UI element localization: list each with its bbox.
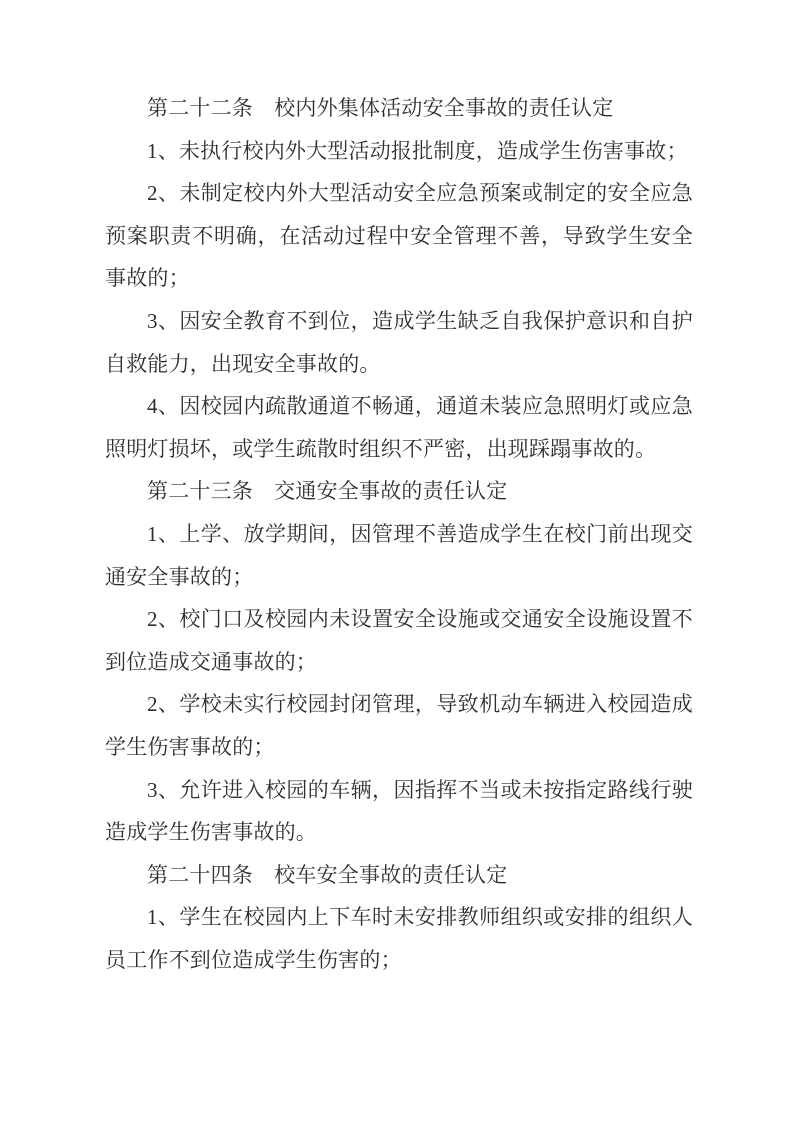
article-22-item-2: 2、未制定校内外大型活动安全应急预案或制定的安全应急预案职责不明确，在活动过程中安全管理不善，导致学生安全事故的； — [105, 181, 693, 291]
article-24-item-1: 1、学生在校园内上下车时未安排教师组织或安排的组织人员工作不到位造成学生伤害的； — [105, 905, 693, 972]
article-23-heading: 第二十三条 交通安全事故的责任认定 — [147, 479, 508, 504]
article-24-heading: 第二十四条 校车安全事故的责任认定 — [147, 862, 508, 887]
article-22-item-3: 3、因安全教育不到位，造成学生缺乏自我保护意识和自护自救能力，出现安全事故的。 — [105, 308, 693, 376]
article-23-item-3: 2、学校未实行校园封闭管理，导致机动车辆进入校园造成学生伤害事故的； — [105, 692, 693, 759]
article-22-item-4: 4、因校园内疏散通道不畅通，通道未装应急照明灯或应急照明灯损坏，或学生疏散时组织不严密，出现踩蹋事故的。 — [105, 394, 693, 461]
article-22-item-1: 1、未执行校内外大型活动报批制度，造成学生伤害事故； — [147, 138, 688, 163]
article-23-item-1: 1、上学、放学期间，因管理不善造成学生在校门前出现交通安全事故的； — [105, 521, 693, 589]
article-22-heading: 第二十二条 校内外集体活动安全事故的责任认定 — [147, 96, 614, 120]
article-23-item-2: 2、校门口及校园内未设置安全设施或交通安全设施设置不到位造成交通事故的； — [105, 607, 693, 674]
article-23-item-4: 3、允许进入校园的车辆，因指挥不当或未按指定路线行驶造成学生伤害事故的。 — [105, 777, 693, 845]
